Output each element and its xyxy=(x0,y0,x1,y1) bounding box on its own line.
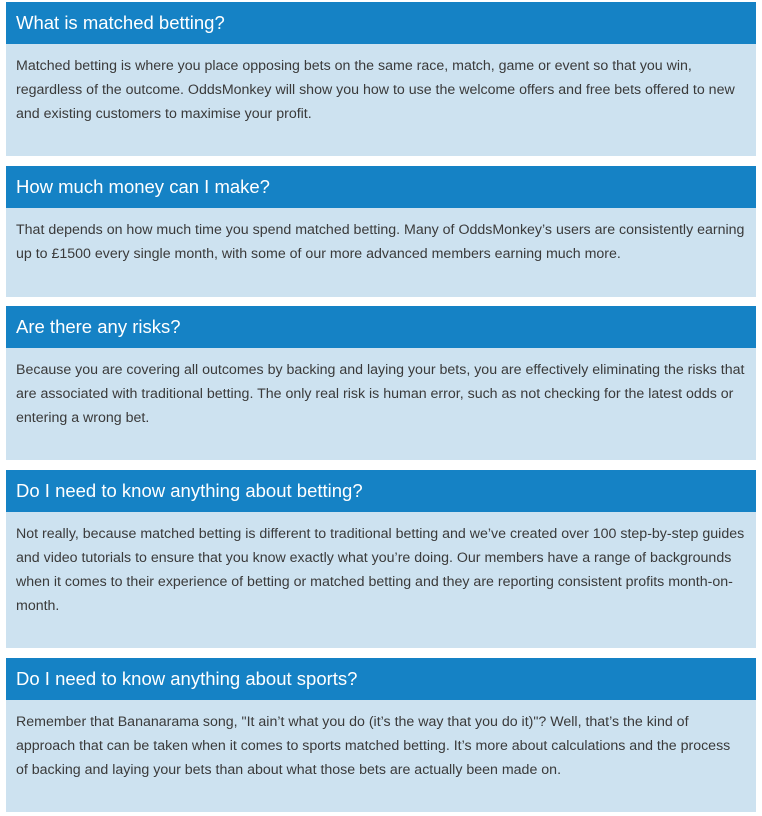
faq-question: How much money can I make? xyxy=(6,166,756,208)
faq-answer: Because you are covering all outcomes by backing and laying your bets, you are effectively eliminating the risks that are associated with traditional betting. The only real risk is human error, such as not checking for the latest odds or entering a wrong bet. xyxy=(16,362,745,426)
faq-item-betting-knowledge xyxy=(6,470,756,648)
faq-item-sports-knowledge xyxy=(6,658,756,812)
faq-answer: Not really, because matched betting is different to traditional betting and we’ve created over 100 step-by-step guides and video tutorials to ensure that you know exactly what you’re doing. Our members have a range of backgrounds when it comes to their experience of betting or matched betting and they are reporting consistent profits month-on-month. xyxy=(16,526,745,614)
faq-question: What is matched betting? xyxy=(6,2,756,44)
faq-question: Do I need to know anything about sports? xyxy=(6,658,756,700)
faq-answer: Remember that Bananarama song, "It ain’t what you do (it’s the way that you do it)"? Well, that’s the kind of approach that can be taken when it comes to sports matched betting. It’s more about calculations and the process of backing and laying your bets than about what those bets are actually been made on. xyxy=(16,714,731,778)
faq-item-money xyxy=(6,166,756,297)
faq-item-risks xyxy=(6,306,756,460)
faq-question: Are there any risks? xyxy=(6,306,756,348)
faq-question: Do I need to know anything about betting? xyxy=(6,470,756,512)
faq-item-matched-betting xyxy=(6,2,756,156)
faq-answer: That depends on how much time you spend matched betting. Many of OddsMonkey’s users are consistently earning up to £1500 every single month, with some of our more advanced members earning much more. xyxy=(16,222,745,262)
faq-answer: Matched betting is where you place opposing bets on the same race, match, game or event so that you win, regardless of the outcome. OddsMonkey will show you how to use the welcome offers and free bets offered to new and existing customers to maximise your profit. xyxy=(16,58,735,122)
